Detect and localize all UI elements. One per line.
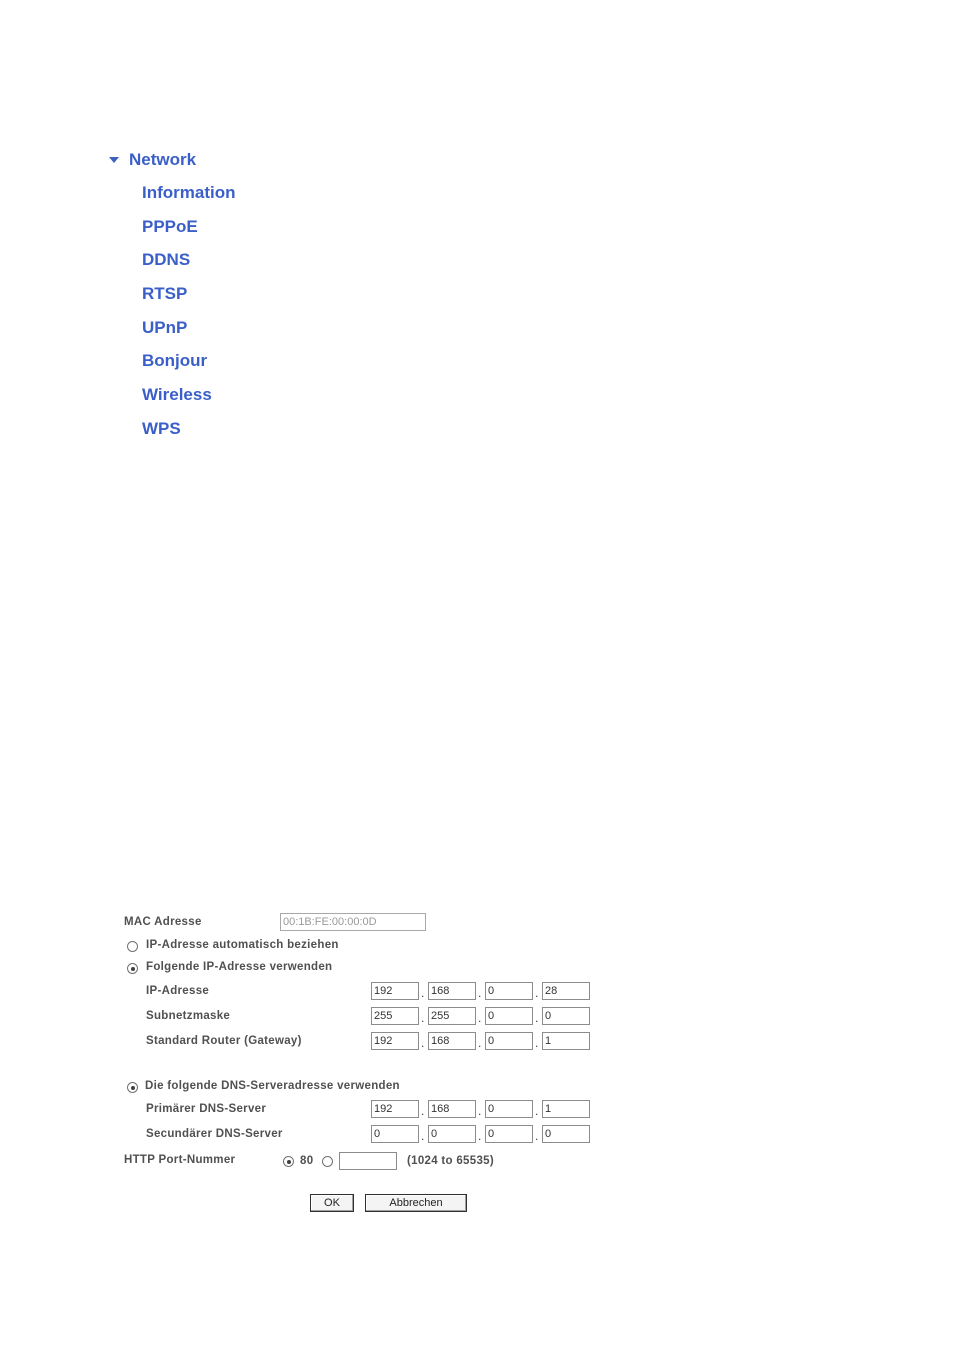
dns-secondary-octet-1[interactable] xyxy=(371,1125,419,1143)
subnet-separator: . xyxy=(535,1011,539,1025)
subnet-octet-1[interactable] xyxy=(371,1007,419,1025)
caret-down-icon xyxy=(109,157,119,163)
gateway-separator: . xyxy=(535,1036,539,1050)
ip-octet-4[interactable] xyxy=(542,982,590,1000)
gateway-separator: . xyxy=(478,1036,482,1050)
subnet-octet-4[interactable] xyxy=(542,1007,590,1025)
network-menu-title: Network xyxy=(129,150,197,169)
menu-item-ddns[interactable]: DDNS xyxy=(142,250,191,270)
dns-secondary-label: Secundärer DNS-Server xyxy=(146,1128,283,1140)
ip-manual-label: Folgende IP-Adresse verwenden xyxy=(146,961,333,973)
menu-item-upnp[interactable]: UPnP xyxy=(142,317,188,337)
dns-secondary-separator: . xyxy=(478,1129,482,1143)
mac-address-field xyxy=(280,913,426,931)
ip-auto-label: IP-Adresse automatisch beziehen xyxy=(146,939,339,951)
ip-separator: . xyxy=(478,986,482,1000)
dns-primary-label: Primärer DNS-Server xyxy=(146,1103,267,1115)
subnet-separator: . xyxy=(421,1011,425,1025)
gateway-octet-3[interactable] xyxy=(485,1032,533,1050)
dns-primary-octet-4[interactable] xyxy=(542,1100,590,1118)
dns-primary-separator: . xyxy=(421,1104,425,1118)
dns-secondary-octet-2[interactable] xyxy=(428,1125,476,1143)
dns-manual-label: Die folgende DNS-Serveradresse verwenden xyxy=(145,1080,400,1092)
ip-separator: . xyxy=(535,986,539,1000)
http-port-input[interactable] xyxy=(339,1152,397,1170)
ip-manual-radio[interactable] xyxy=(127,963,138,974)
gateway-label: Standard Router (Gateway) xyxy=(146,1035,302,1047)
http-port-default-radio[interactable] xyxy=(283,1156,294,1167)
dns-secondary-separator: . xyxy=(535,1129,539,1143)
menu-item-pppoe[interactable]: PPPoE xyxy=(142,216,198,236)
menu-item-wps[interactable]: WPS xyxy=(142,418,181,438)
cancel-button[interactable]: Abbrechen xyxy=(365,1194,467,1212)
http-port-default-value: 80 xyxy=(300,1155,314,1167)
dns-manual-radio[interactable] xyxy=(127,1082,138,1093)
network-menu-header[interactable] xyxy=(109,150,196,170)
ip-octet-2[interactable] xyxy=(428,982,476,1000)
dns-primary-octet-2[interactable] xyxy=(428,1100,476,1118)
dns-secondary-octet-4[interactable] xyxy=(542,1125,590,1143)
subnet-separator: . xyxy=(478,1011,482,1025)
subnet-octet-3[interactable] xyxy=(485,1007,533,1025)
gateway-octet-4[interactable] xyxy=(542,1032,590,1050)
http-port-custom-radio[interactable] xyxy=(322,1156,333,1167)
ok-button[interactable]: OK xyxy=(310,1194,354,1212)
subnet-octet-2[interactable] xyxy=(428,1007,476,1025)
ip-octet-3[interactable] xyxy=(485,982,533,1000)
http-port-range-hint: (1024 to 65535) xyxy=(407,1155,494,1167)
gateway-octet-1[interactable] xyxy=(371,1032,419,1050)
menu-item-bonjour[interactable]: Bonjour xyxy=(142,351,208,371)
menu-item-rtsp[interactable]: RTSP xyxy=(142,284,188,304)
menu-item-information[interactable]: Information xyxy=(142,183,236,202)
dns-secondary-separator: . xyxy=(421,1129,425,1143)
ip-separator: . xyxy=(421,986,425,1000)
menu-item-wireless[interactable]: Wireless xyxy=(142,385,212,405)
mac-address-label: MAC Adresse xyxy=(124,916,202,928)
dns-primary-separator: . xyxy=(478,1104,482,1118)
gateway-separator: . xyxy=(421,1036,425,1050)
ip-octet-1[interactable] xyxy=(371,982,419,1000)
dns-primary-octet-3[interactable] xyxy=(485,1100,533,1118)
network-submenu xyxy=(142,182,236,452)
ip-address-label: IP-Adresse xyxy=(146,985,210,997)
dns-primary-octet-1[interactable] xyxy=(371,1100,419,1118)
dns-primary-separator: . xyxy=(535,1104,539,1118)
gateway-octet-2[interactable] xyxy=(428,1032,476,1050)
ip-auto-radio[interactable] xyxy=(127,941,138,952)
http-port-label: HTTP Port-Nummer xyxy=(124,1154,236,1166)
subnet-mask-label: Subnetzmaske xyxy=(146,1010,231,1022)
dns-secondary-octet-3[interactable] xyxy=(485,1125,533,1143)
